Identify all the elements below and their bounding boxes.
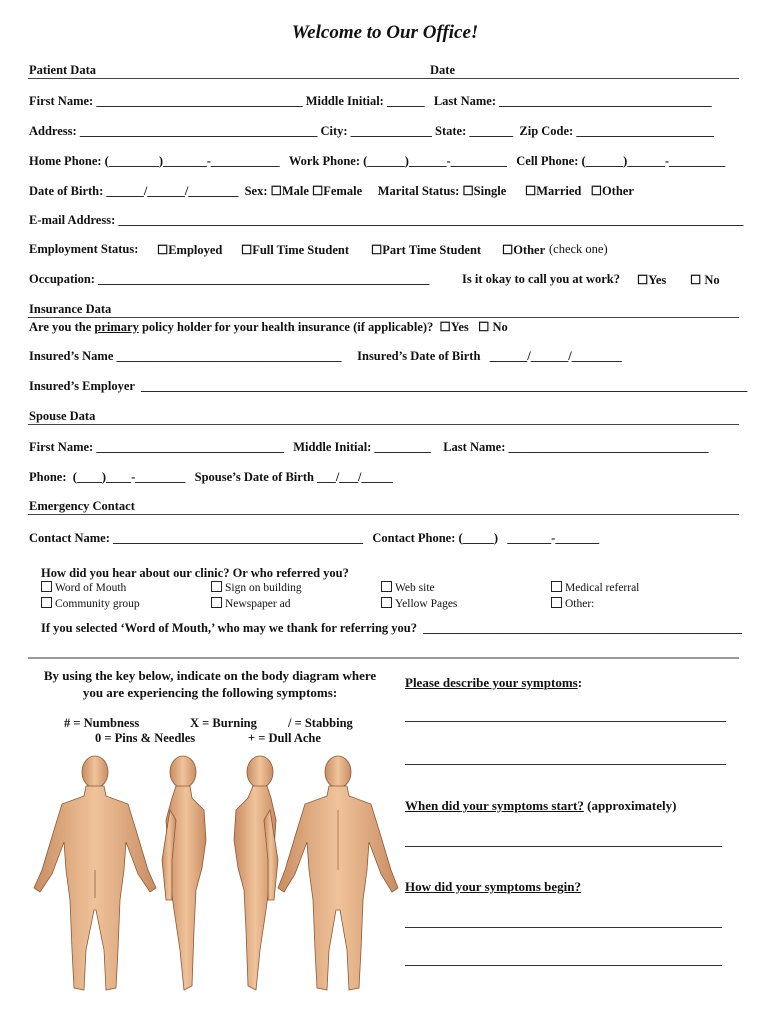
key-burning: X = Burning	[190, 716, 257, 730]
body-diagram[interactable]	[20, 750, 400, 998]
date-label: Date	[430, 63, 455, 77]
key-numbness: # = Numbness	[64, 716, 140, 730]
full-time-student-checkbox[interactable]: ☐Full Time Student	[241, 243, 349, 257]
key-stabbing: / = Stabbing	[288, 716, 353, 730]
checkbox-icon[interactable]	[381, 597, 392, 608]
community-group-option[interactable]: Community group	[41, 597, 140, 610]
describe-symptoms-line-1[interactable]	[405, 721, 726, 722]
newspaper-ad-option[interactable]: Newspaper ad	[211, 597, 290, 610]
medical-referral-option[interactable]: Medical referral	[551, 581, 639, 594]
web-site-option[interactable]: Web site	[381, 581, 435, 594]
address-line[interactable]: Address: ______________________________________ City: _____________ State: _______ Zip Code: ______________________	[29, 124, 714, 138]
body-side-right-figure[interactable]	[162, 756, 206, 990]
referral-question: How did you hear about our clinic? Or who referred you?	[41, 566, 349, 580]
diagram-instruction-line1: By using the key below, indicate on the body diagram where	[43, 668, 377, 683]
section-divider	[28, 657, 739, 659]
key-dull-ache: + = Dull Ache	[248, 731, 321, 745]
email-line[interactable]: E-mail Address: ____________________________________________________________________________________________________	[29, 213, 744, 227]
name-line[interactable]: First Name: _________________________________ Middle Initial: ______ Last Name: __________________________________	[29, 94, 712, 108]
symptoms-begin-line-1[interactable]	[405, 927, 722, 928]
checkbox-icon[interactable]	[211, 581, 222, 592]
dob-sex-marital-line[interactable]: Date of Birth: ______/______/________ Sex: ☐Male ☐Female Marital Status: ☐Single ☐Married ☐Other	[29, 184, 634, 198]
diagram-instruction-line2: you are experiencing the following symptoms:	[82, 685, 338, 700]
symptoms-start-line[interactable]	[405, 846, 722, 847]
insurance-data-heading: Insurance Data	[29, 302, 112, 316]
call-at-work-question: Is it okay to call you at work?	[462, 272, 620, 286]
describe-symptoms-line-2[interactable]	[405, 764, 726, 765]
insured-employer-line[interactable]: Insured’s Employer _________________________________________________________________________________________________	[29, 379, 748, 393]
word-of-mouth-option[interactable]: Word of Mouth	[41, 581, 126, 594]
occupation-line[interactable]: Occupation: _____________________________________________________	[29, 272, 430, 286]
section-divider	[28, 317, 739, 318]
section-divider	[28, 514, 739, 515]
check-one-note: (check one)	[549, 242, 608, 256]
checkbox-icon[interactable]	[551, 597, 562, 608]
other-referral-option[interactable]: Other:	[551, 597, 594, 610]
question-suffix: policy holder for your health insurance (if applicable)? ☐Yes ☐ No	[138, 320, 508, 334]
symptoms-begin-prompt: How did your symptoms begin?	[405, 879, 582, 894]
sign-on-building-option[interactable]: Sign on building	[211, 581, 302, 594]
part-time-student-checkbox[interactable]: ☐Part Time Student	[371, 243, 482, 257]
spouse-phone-dob-line[interactable]: Phone: (____)____-________ Spouse’s Date of Birth ___/___/_____	[29, 470, 393, 484]
spouse-data-heading: Spouse Data	[29, 409, 96, 423]
body-side-left-figure[interactable]	[234, 756, 278, 990]
question-prefix: Are you the	[29, 320, 95, 334]
emergency-contact-heading: Emergency Contact	[29, 499, 135, 513]
key-pins-needles: 0 = Pins & Needles	[95, 731, 196, 745]
insured-name-line[interactable]: Insured’s Name ____________________________________ Insured’s Date of Birth ______/______/________	[29, 349, 622, 363]
call-yes-checkbox[interactable]: ☐Yes	[637, 273, 667, 287]
employed-checkbox[interactable]: ☐Employed	[157, 243, 223, 257]
call-no-checkbox[interactable]: ☐ No	[690, 273, 720, 287]
checkbox-icon[interactable]	[211, 597, 222, 608]
describe-symptoms-prompt: Please describe your symptoms:	[405, 675, 583, 690]
employment-status-label: Employment Status:	[29, 242, 139, 256]
section-divider	[28, 424, 739, 425]
yellow-pages-option[interactable]: Yellow Pages	[381, 597, 457, 610]
checkbox-icon[interactable]	[381, 581, 392, 592]
primary-word: primary	[94, 320, 139, 334]
referrer-thanks-line[interactable]: If you selected ‘Word of Mouth,’ who may we thank for referring you? ___________________________________________________	[41, 621, 743, 635]
spouse-name-line[interactable]: First Name: ______________________________ Middle Initial: _________ Last Name: ________________________________	[29, 440, 709, 454]
checkbox-icon[interactable]	[41, 581, 52, 592]
body-back-figure[interactable]	[34, 756, 156, 990]
emergency-contact-line[interactable]: Contact Name: ________________________________________ Contact Phone: (_____) _______-_______	[29, 531, 600, 545]
phone-line[interactable]: Home Phone: (________)_______-___________ Work Phone: (______)______-_________ Cell Phone: (______)______-_________	[29, 154, 726, 168]
primary-holder-question[interactable]	[29, 319, 508, 335]
checkbox-icon[interactable]	[551, 581, 562, 592]
body-front-figure[interactable]	[278, 756, 398, 990]
other-employment-checkbox[interactable]: ☐Other	[502, 243, 546, 257]
symptoms-begin-line-2[interactable]	[405, 965, 722, 966]
page-title: Welcome to Our Office!	[291, 22, 479, 43]
section-divider	[28, 78, 739, 79]
patient-data-heading: Patient Data	[29, 63, 96, 77]
symptoms-start-prompt: When did your symptoms start? (approximately)	[405, 798, 677, 813]
checkbox-icon[interactable]	[41, 597, 52, 608]
